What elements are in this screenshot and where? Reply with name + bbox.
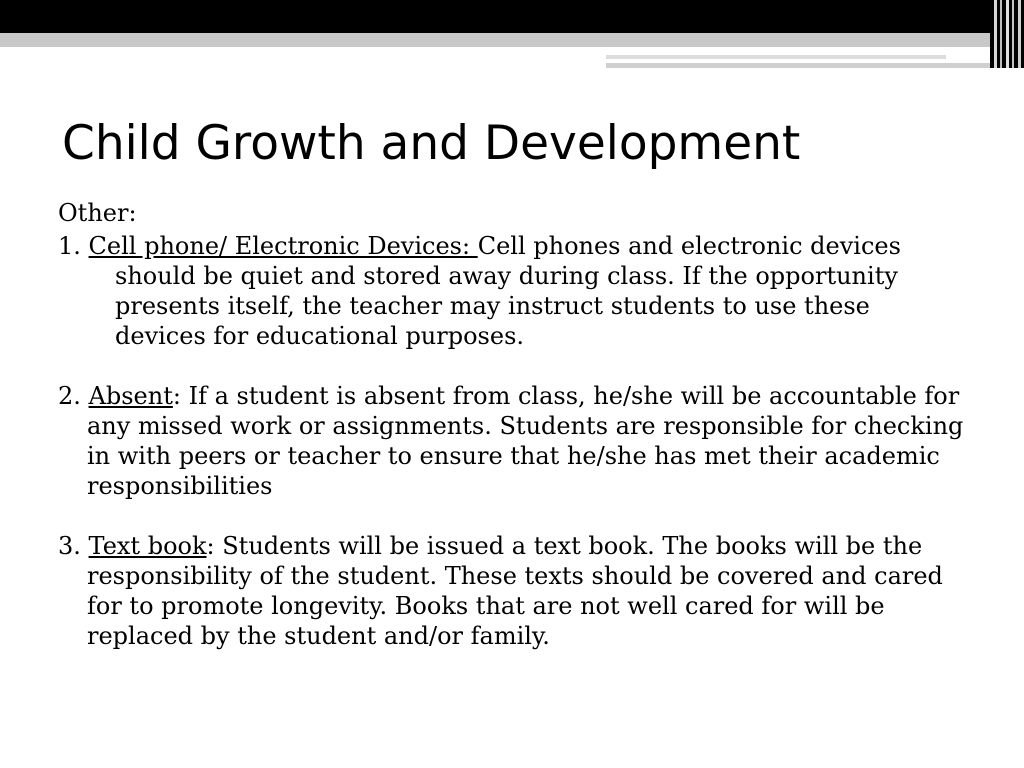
intro-label: Other:	[58, 199, 137, 227]
top-banner-gray	[0, 33, 1000, 47]
item-number: 3.	[58, 532, 81, 560]
top-banner-dark	[0, 0, 1024, 33]
item-number: 1.	[58, 232, 81, 260]
item-text: If a student is absent from class, he/she will be accountable for any missed work or assignments. Students are responsible for checking in with peers or teacher to ensure that he/she has met their academic responsibilities	[87, 382, 964, 500]
list-item	[58, 531, 968, 651]
item-separator: :	[172, 382, 181, 410]
slide-title: Child Growth and Development	[62, 116, 801, 171]
banner-accent-line	[606, 55, 946, 59]
list-item	[58, 381, 968, 501]
item-separator: :	[206, 532, 215, 560]
slide-body	[58, 198, 968, 651]
list-item	[58, 231, 968, 351]
item-text: Students will be issued a text book. The books will be the responsibility of the student. These texts should be covered and cared for to promote longevity. Books that are not well cared for will be replaced by the student and/or family.	[87, 532, 943, 650]
banner-stripes	[990, 0, 1024, 68]
banner-accent-line	[606, 63, 1000, 68]
item-heading: Cell phone/ Electronic Devices:	[88, 232, 478, 260]
item-text: Cell phones and electronic devices should be quiet and stored away during class. If the opportunity presents itself, the teacher may instruct students to use these devices for educational purposes.	[115, 232, 901, 350]
item-heading: Absent	[88, 382, 173, 410]
item-number: 2.	[58, 382, 81, 410]
item-heading: Text book	[88, 532, 207, 560]
